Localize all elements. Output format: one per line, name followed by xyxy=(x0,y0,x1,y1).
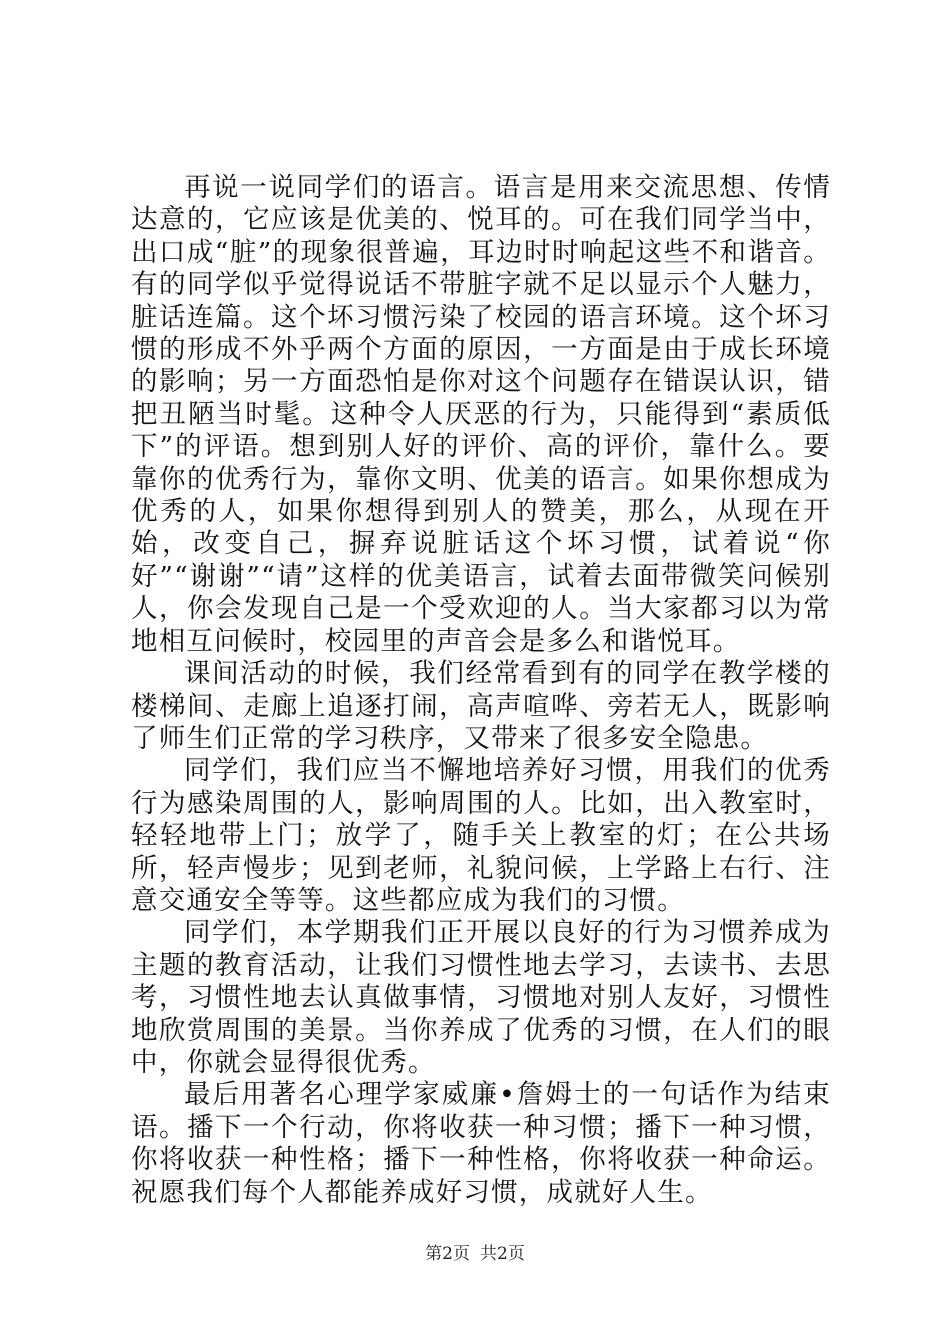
page-number-total: 共2页 xyxy=(480,1244,525,1264)
paragraph-2: 课间活动的时候，我们经常看到有的同学在教学楼的楼梯间、走廊上追逐打闹，高声喧哗、旁若无人，既影响了师生们正常的学习秩序，又带来了很多安全隐患。 xyxy=(131,658,831,754)
paragraph-3: 同学们，我们应当不懈地培养好习惯，用我们的优秀行为感染周围的人，影响周围的人。比如，出入教室时，轻轻地带上门；放学了，随手关上教室的灯；在公共场所，轻声慢步；见到老师，礼貌问候，上学路上右行、注意交通安全等等。这些都应成为我们的习惯。 xyxy=(131,755,831,916)
page-number-current: 第2页 xyxy=(425,1244,470,1264)
page-footer xyxy=(0,1244,950,1264)
paragraph-4: 同学们，本学期我们正开展以良好的行为习惯养成为主题的教育活动，让我们习惯性地去学习，去读书、去思考，习惯性地去认真做事情，习惯地对别人友好，习惯性地欣赏周围的美景。当你养成了优秀的习惯，在人们的眼中，你就会显得很优秀。 xyxy=(131,917,831,1078)
paragraph-5: 最后用著名心理学家威廉•詹姆士的一句话作为结束语。播下一个行动，你将收获一种习惯；播下一种习惯，你将收获一种性格；播下一种性格，你将收获一种命运。祝愿我们每个人都能养成好习惯，成就好人生。 xyxy=(131,1079,831,1208)
paragraph-1: 再说一说同学们的语言。语言是用来交流思想、传情达意的，它应该是优美的、悦耳的。可在我们同学当中，出口成“脏”的现象很普遍，耳边时时响起这些不和谐音。有的同学似乎觉得说话不带脏字就不足以显示个人魅力，脏话连篇。这个坏习惯污染了校园的语言环境。这个坏习惯的形成不外乎两个方面的原因，一方面是由于成长环境的影响；另一方面恐怕是你对这个问题存在错误认识，错把丑陋当时髦。这种令人厌恶的行为，只能得到“素质低下”的评语。想到别人好的评价、高的评价，靠什么。要靠你的优秀行为，靠你文明、优美的语言。如果你想成为优秀的人，如果你想得到别人的赞美，那么，从现在开始，改变自己，摒弃说脏话这个坏习惯，试着说“你好”“谢谢”“请”这样的优美语言，试着去面带微笑问候别人，你会发现自己是一个受欢迎的人。当大家都习以为常地相互问候时，校园里的声音会是多么和谐悦耳。 xyxy=(131,172,831,657)
document-body xyxy=(131,172,831,1209)
